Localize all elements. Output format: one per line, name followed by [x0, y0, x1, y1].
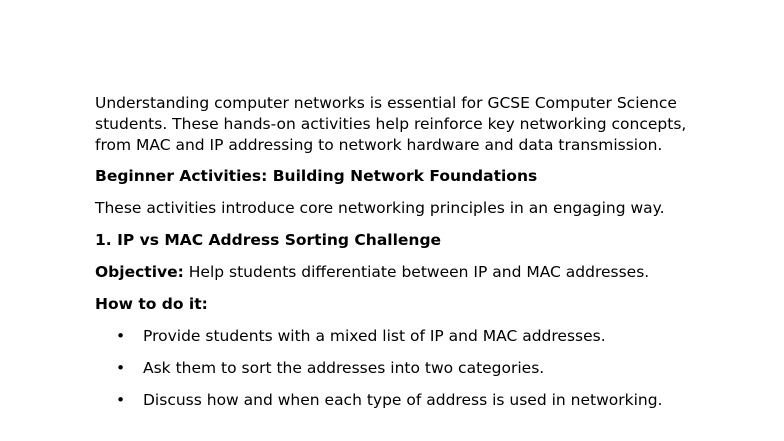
objective-label: Objective:: [95, 263, 184, 281]
list-item-text: Discuss how and when each type of address is used in networking.: [143, 391, 663, 409]
list-item-text: Provide students with a mixed list of IP and MAC addresses.: [143, 327, 606, 345]
list-item-text: Ask them to sort the addresses into two categories.: [143, 359, 545, 377]
document-body: [95, 93, 715, 422]
objective-text: Help students differentiate between IP and MAC addresses.: [183, 263, 650, 281]
objective-paragraph: [95, 262, 715, 283]
list-item: [95, 326, 715, 347]
intro-paragraph: Understanding computer networks is essential for GCSE Computer Science students. These hands-on activities help reinforce key networking concepts, from MAC and IP addressing to network hardware and data transmission.: [95, 94, 687, 154]
bullet-icon: •: [116, 391, 126, 409]
activity-title: 1. IP vs MAC Address Sorting Challenge: [95, 231, 442, 249]
section-heading: Beginner Activities: Building Network Foundations: [95, 167, 538, 185]
steps-list: [95, 326, 715, 411]
list-item: [95, 390, 715, 411]
list-item: [95, 358, 715, 379]
section-description: These activities introduce core networking principles in an engaging way.: [95, 199, 665, 217]
bullet-icon: •: [116, 359, 126, 377]
how-to-heading: How to do it:: [95, 295, 208, 313]
bullet-icon: •: [116, 327, 126, 345]
